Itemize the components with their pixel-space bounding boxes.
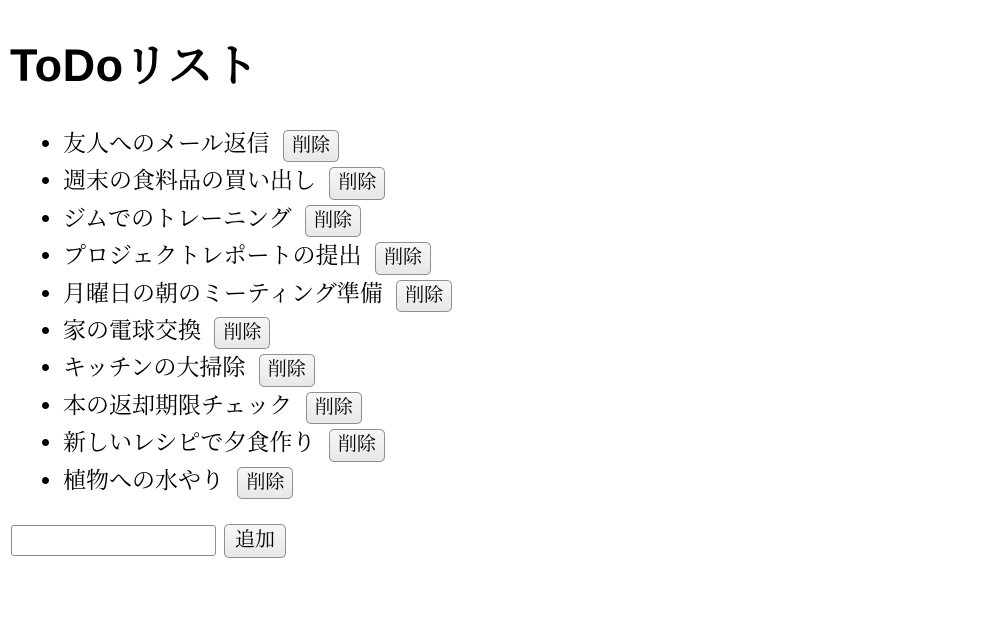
delete-button[interactable]: 削除	[283, 130, 339, 162]
delete-button[interactable]: 削除	[396, 280, 452, 312]
add-todo-form	[11, 524, 1000, 558]
delete-button[interactable]: 削除	[329, 429, 385, 461]
todo-list-item	[63, 237, 1000, 274]
delete-button[interactable]: 削除	[237, 467, 293, 499]
todo-list-item	[63, 349, 1000, 386]
page-title: ToDoリスト	[10, 40, 260, 91]
todo-list-item	[63, 424, 1000, 461]
delete-button[interactable]: 削除	[214, 317, 270, 349]
new-todo-input[interactable]	[11, 525, 216, 556]
todo-item-text: ジムでのトレーニング	[63, 204, 292, 231]
todo-item-text: 新しいレシピで夕食作り	[63, 429, 316, 456]
todo-list-item	[63, 275, 1000, 312]
todo-item-text: 本の返却期限チェック	[63, 391, 293, 418]
todo-list-item	[63, 312, 1000, 349]
delete-button[interactable]: 削除	[375, 242, 431, 274]
todo-list-item	[63, 200, 1000, 237]
todo-list-item	[63, 162, 1000, 199]
delete-button[interactable]: 削除	[329, 167, 385, 199]
todo-list-item	[63, 125, 1000, 162]
todo-item-text: 友人へのメール返信	[63, 130, 270, 156]
add-button[interactable]: 追加	[224, 524, 286, 558]
delete-button[interactable]: 削除	[305, 205, 361, 237]
todo-item-text: 月曜日の朝のミーティング準備	[63, 279, 383, 306]
delete-button[interactable]: 削除	[259, 354, 315, 386]
todo-list-item	[63, 462, 1000, 499]
todo-list-item	[63, 387, 1000, 424]
todo-item-text: 家の電球交換	[63, 317, 201, 344]
todo-item-text: キッチンの大掃除	[63, 354, 246, 381]
todo-item-text: 週末の食料品の買い出し	[63, 167, 316, 194]
todo-list	[0, 125, 1000, 499]
todo-item-text: プロジェクトレポートの提出	[63, 242, 362, 269]
delete-button[interactable]: 削除	[306, 392, 362, 424]
todo-item-text: 植物への水やり	[63, 466, 224, 493]
